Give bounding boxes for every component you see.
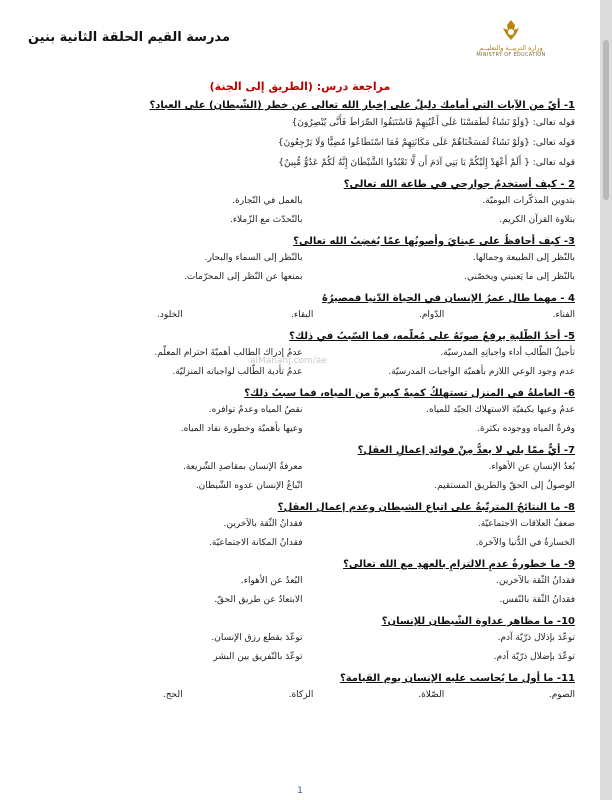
page-title: مراجعة درس: (الطريق إلى الجنة) bbox=[209, 80, 391, 93]
answer-option: فقدانُ المكانة الاجتماعيّة. bbox=[208, 538, 303, 548]
answer-row bbox=[30, 306, 575, 325]
answer-option: بمنعها عن النّظر إلى المحرّمات. bbox=[184, 272, 303, 282]
answer-row bbox=[30, 534, 575, 553]
answer-option: بتدوين المذكّرات اليوميّة. bbox=[482, 196, 575, 206]
option-line: قوله تعالى: {وَلَوْ نَشَاءُ لَمَسَخْنَاهُمْ عَلَى مَكَانَتِهِمْ فَمَا اسْتَطَاعُوا مُضِيًّا وَلَا يَرْجِعُونَ} bbox=[277, 138, 575, 148]
answer-row bbox=[30, 477, 575, 496]
answer-option: تأجيلُ الطّالب أداء واجباتِهِ المدرسيّة. bbox=[440, 348, 575, 358]
question-7: 7- أيٌّ ممّا يلي لا يعدُّ مِنْ فوائدِ إعمالِ العقل؟ bbox=[357, 445, 575, 456]
answer-option: الصّلاة. bbox=[418, 690, 445, 700]
answer-option: الخسارةُ في الدُّنيا والآخرة. bbox=[475, 538, 575, 548]
answer-option: بتلاوة القرآن الكريم. bbox=[499, 215, 575, 225]
answer-option: البقاء. bbox=[291, 310, 314, 320]
question-9: 9- ما خطورةُ عدمِ الالتزامِ بالعهدِ مع الله تعالى؟ bbox=[343, 559, 575, 570]
answer-option: وفرةُ المياه ووجوده بكثرة. bbox=[477, 424, 575, 434]
question-1: 1- أيّ من الآيات التي أمامك دليلٌ على إخبار الله تعالى عن خطر (الشّيطان) على العباد؟ bbox=[149, 100, 575, 111]
question-2: 2 - كيف أستخدمُ جوارحي في طاعة الله تعالى؟ bbox=[343, 179, 575, 190]
answer-option: بالنّظر إلى السماء والبحار. bbox=[204, 253, 303, 263]
answer-row bbox=[30, 686, 575, 705]
answer-option: اتّباعُ الإنسان عدوه الشّيطان. bbox=[195, 481, 303, 491]
answer-option: بالعمل في التّجارة. bbox=[232, 196, 303, 206]
answer-option: توعّدَ بإذلال ذرّيّة آدم. bbox=[497, 633, 575, 643]
answer-option: معرفةُ الإنسان بمقاصدِ الشّريعة. bbox=[183, 462, 303, 472]
answer-row bbox=[30, 420, 575, 439]
answer-row bbox=[30, 401, 575, 420]
answer-row bbox=[30, 458, 575, 477]
falcon-emblem-icon bbox=[498, 18, 524, 44]
ministry-name-ar: وزارة التربيــة والتعليــم bbox=[479, 44, 543, 52]
ministry-logo bbox=[455, 18, 567, 58]
answer-row bbox=[30, 249, 575, 268]
answer-option: عدمُ إدراك الطالب أهميّةَ احترام المعلّم. bbox=[154, 348, 303, 358]
answer-row bbox=[30, 515, 575, 534]
answer-option: عدم وجود الوعي اللازم بأهميّة الواجبات المدرسيّة. bbox=[388, 367, 575, 377]
answer-option: الحج. bbox=[162, 690, 183, 700]
answer-option: الدّوام. bbox=[418, 310, 445, 320]
answer-option: توعّدَ بقطع رزق الإنسان. bbox=[211, 633, 303, 643]
answer-row bbox=[30, 192, 575, 211]
answer-row bbox=[30, 629, 575, 648]
answer-option: وعيها بأهميّة وخطورة نفاد المياه. bbox=[180, 424, 303, 434]
question-8: 8- ما النتائجُ المترتّبةُ على اتباع الشيطان وعدم إعمال العقل؟ bbox=[277, 502, 575, 513]
question-4: 4 - مهما طال عمرُ الإنسان في الحياة الدّنيا فمصيرُهُ bbox=[321, 293, 575, 304]
scrollbar[interactable] bbox=[600, 0, 612, 800]
answer-option: عدمُ وعيها بكيفيّة الاستهلاك الجيّد للمياه. bbox=[426, 405, 575, 415]
answer-option: بالنّظر إلى الطبيعة وجمالها. bbox=[473, 253, 575, 263]
answer-option: عدمُ تأدية الطّالب لواجباته المنزليّة. bbox=[172, 367, 303, 377]
worksheet-content bbox=[30, 98, 575, 705]
question-6: 6- العاملةُ في المنزل تستهلكُ كميةً كبيرةً من المياه، فما سببُ ذلك؟ bbox=[244, 388, 575, 399]
answer-option: فقدانُ الثّقة بالآخرين. bbox=[223, 519, 303, 529]
answer-option: الصوم. bbox=[548, 690, 575, 700]
answer-row bbox=[30, 211, 575, 230]
scrollbar-thumb[interactable] bbox=[603, 40, 609, 200]
answer-option: توعّدَ بإضلال ذرّيّة آدم. bbox=[493, 652, 575, 662]
question-11: 11- ما أول ما يُحاسب عليه الإنسان يوم القيامة؟ bbox=[339, 673, 575, 684]
answer-option: فقدانُ الثّقة بالآخرين. bbox=[496, 576, 575, 586]
answer-row bbox=[30, 591, 575, 610]
question-10: 10- ما مظاهر عداوة الشّيطان للإنسان؟ bbox=[381, 616, 575, 627]
option-line: قوله تعالى: {وَلَوْ نَشَاءُ لَطَمَسْنَا عَلَى أَعْيُنِهِمْ فَاسْتَبَقُوا الصِّرَاطَ فَأَنَّى يُبْصِرُونَ} bbox=[291, 118, 575, 128]
ministry-name-en: MINISTRY OF EDUCATION bbox=[476, 52, 546, 58]
school-name: مدرسة القيم الحلقة الثانية بنين bbox=[27, 30, 230, 45]
answer-option: فقدانُ الثّقة بالنّفس. bbox=[499, 595, 575, 605]
question-3: 3- كيف أحافظُ على عينايَ وأصونُها عمّا يُغضِبُ الله تعالى؟ bbox=[293, 236, 575, 247]
watermark: alManahj.com/ae bbox=[250, 356, 327, 366]
answer-option: ضعفُ العلاقات الاجتماعيّة. bbox=[477, 519, 575, 529]
question-5: 5- أحدُ الطّلبةِ يرفعُ صوتَهُ على مُعلّمه، فما السّببُ في ذلك؟ bbox=[289, 331, 575, 342]
answer-option: الزكاة. bbox=[288, 690, 314, 700]
answer-option: البُعدُ عن الأهواء. bbox=[240, 576, 303, 586]
answer-option: الفناء. bbox=[552, 310, 575, 320]
answer-option: بالنّظر إلى ما يَعنيني ويخصّني. bbox=[464, 272, 575, 282]
answer-option: نقصُ المياه وعدمُ توافره. bbox=[208, 405, 303, 415]
answer-option: الابتعادُ عن طريق الحقّ. bbox=[214, 595, 303, 605]
answer-row bbox=[30, 572, 575, 591]
answer-option: الوصولُ إلى الحقّ والطريق المستقيم. bbox=[434, 481, 575, 491]
answer-option: توعّدَ بالتّفريق بين البشر bbox=[213, 652, 303, 662]
answer-option: بُعدُ الإنسانِ عن الأهواء. bbox=[488, 462, 575, 472]
option-line: قوله تعالى: { أَلَمْ أَعْهَدْ إِلَيْكُمْ يَا بَنِي آدَمَ أَن لَّا تَعْبُدُوا الشَّيْطَانَ إِنَّهُ لَكُمْ عَدُوٌّ مُّبِينٌ} bbox=[278, 158, 575, 168]
answer-option: الخلود. bbox=[157, 310, 183, 320]
page-number: 1 bbox=[297, 786, 303, 796]
answer-row bbox=[30, 648, 575, 667]
answer-option: بالتّحدّث مع الزّملاء. bbox=[229, 215, 303, 225]
answer-row bbox=[30, 268, 575, 287]
